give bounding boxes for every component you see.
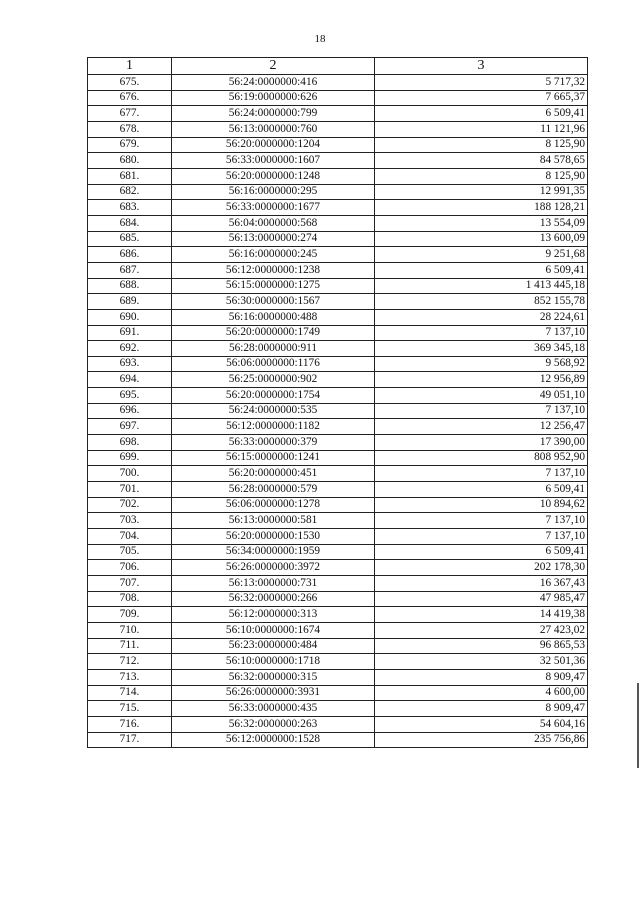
value-cell: 6 509,41: [375, 106, 588, 122]
value-cell: 7 665,37: [375, 90, 588, 106]
cadastral-number-cell: 56:28:0000000:579: [172, 482, 375, 498]
row-number-cell: 704.: [88, 529, 172, 545]
cadastral-number-cell: 56:24:0000000:535: [172, 403, 375, 419]
row-number-cell: 697.: [88, 419, 172, 435]
row-number-cell: 685.: [88, 231, 172, 247]
table-row: [88, 716, 588, 732]
table-row: [88, 309, 588, 325]
table-row: [88, 372, 588, 388]
table-row: [88, 75, 588, 91]
cadastral-number-cell: 56:04:0000000:568: [172, 215, 375, 231]
value-cell: 16 367,43: [375, 576, 588, 592]
row-number-cell: 676.: [88, 90, 172, 106]
row-number-cell: 700.: [88, 466, 172, 482]
value-cell: 12 991,35: [375, 184, 588, 200]
value-cell: 369 345,18: [375, 341, 588, 357]
row-number-cell: 714.: [88, 685, 172, 701]
value-cell: 9 251,68: [375, 247, 588, 263]
table-header-row: [88, 58, 588, 75]
cadastral-number-cell: 56:20:0000000:1204: [172, 137, 375, 153]
cadastral-number-cell: 56:15:0000000:1275: [172, 278, 375, 294]
cadastral-number-cell: 56:12:0000000:1182: [172, 419, 375, 435]
table-row: [88, 231, 588, 247]
cadastral-number-cell: 56:13:0000000:731: [172, 576, 375, 592]
row-number-cell: 708.: [88, 591, 172, 607]
table-row: [88, 482, 588, 498]
scan-edge-mark: [637, 683, 639, 768]
cadastral-number-cell: 56:16:0000000:488: [172, 309, 375, 325]
row-number-cell: 693.: [88, 356, 172, 372]
cadastral-number-cell: 56:10:0000000:1674: [172, 622, 375, 638]
row-number-cell: 710.: [88, 622, 172, 638]
row-number-cell: 680.: [88, 153, 172, 169]
cadastral-number-cell: 56:30:0000000:1567: [172, 294, 375, 310]
value-cell: 1 413 445,18: [375, 278, 588, 294]
table-row: [88, 419, 588, 435]
row-number-cell: 698.: [88, 435, 172, 451]
value-cell: 7 137,10: [375, 403, 588, 419]
value-cell: 32 501,36: [375, 654, 588, 670]
row-number-cell: 690.: [88, 309, 172, 325]
cadastral-number-cell: 56:20:0000000:1530: [172, 529, 375, 545]
value-cell: 808 952,90: [375, 450, 588, 466]
row-number-cell: 696.: [88, 403, 172, 419]
table-body: [88, 75, 588, 748]
cadastral-number-cell: 56:13:0000000:760: [172, 121, 375, 137]
cadastral-number-cell: 56:20:0000000:1749: [172, 325, 375, 341]
table-row: [88, 529, 588, 545]
value-cell: 47 985,47: [375, 591, 588, 607]
row-number-cell: 702.: [88, 497, 172, 513]
table-row: [88, 168, 588, 184]
row-number-cell: 689.: [88, 294, 172, 310]
cadastral-number-cell: 56:23:0000000:484: [172, 638, 375, 654]
row-number-cell: 695.: [88, 388, 172, 404]
row-number-cell: 686.: [88, 247, 172, 263]
value-cell: 8 125,90: [375, 168, 588, 184]
table-row: [88, 325, 588, 341]
table-row: [88, 513, 588, 529]
table-row: [88, 153, 588, 169]
table-row: [88, 435, 588, 451]
cadastral-number-cell: 56:24:0000000:799: [172, 106, 375, 122]
cadastral-number-cell: 56:32:0000000:266: [172, 591, 375, 607]
row-number-cell: 684.: [88, 215, 172, 231]
cadastral-number-cell: 56:12:0000000:313: [172, 607, 375, 623]
cadastral-number-cell: 56:20:0000000:451: [172, 466, 375, 482]
value-cell: 28 224,61: [375, 309, 588, 325]
cadastral-number-cell: 56:34:0000000:1959: [172, 544, 375, 560]
value-cell: 17 390,00: [375, 435, 588, 451]
cadastral-number-cell: 56:33:0000000:1607: [172, 153, 375, 169]
row-number-cell: 709.: [88, 607, 172, 623]
table-row: [88, 356, 588, 372]
value-cell: 54 604,16: [375, 716, 588, 732]
value-cell: 13 554,09: [375, 215, 588, 231]
value-cell: 84 578,65: [375, 153, 588, 169]
cadastral-number-cell: 56:25:0000000:902: [172, 372, 375, 388]
value-cell: 96 865,53: [375, 638, 588, 654]
value-cell: 27 423,02: [375, 622, 588, 638]
table-row: [88, 247, 588, 263]
row-number-cell: 703.: [88, 513, 172, 529]
row-number-cell: 678.: [88, 121, 172, 137]
cadastral-number-cell: 56:32:0000000:263: [172, 716, 375, 732]
table-row: [88, 294, 588, 310]
table-row: [88, 638, 588, 654]
value-cell: 11 121,96: [375, 121, 588, 137]
value-cell: 235 756,86: [375, 732, 588, 748]
cadastral-number-cell: 56:12:0000000:1528: [172, 732, 375, 748]
cadastral-number-cell: 56:12:0000000:1238: [172, 262, 375, 278]
table-row: [88, 121, 588, 137]
value-cell: 202 178,30: [375, 560, 588, 576]
table-row: [88, 184, 588, 200]
column-header-2: 2: [172, 58, 375, 75]
table-row: [88, 341, 588, 357]
value-cell: 9 568,92: [375, 356, 588, 372]
value-cell: 8 909,47: [375, 701, 588, 717]
value-cell: 14 419,38: [375, 607, 588, 623]
table-row: [88, 215, 588, 231]
cadastral-number-cell: 56:16:0000000:245: [172, 247, 375, 263]
cadastral-number-cell: 56:16:0000000:295: [172, 184, 375, 200]
value-cell: 7 137,10: [375, 529, 588, 545]
cadastral-number-cell: 56:24:0000000:416: [172, 75, 375, 91]
value-cell: 49 051,10: [375, 388, 588, 404]
row-number-cell: 707.: [88, 576, 172, 592]
cadastral-number-cell: 56:06:0000000:1176: [172, 356, 375, 372]
row-number-cell: 679.: [88, 137, 172, 153]
cadastral-number-cell: 56:26:0000000:3972: [172, 560, 375, 576]
table-row: [88, 685, 588, 701]
row-number-cell: 677.: [88, 106, 172, 122]
table-row: [88, 607, 588, 623]
table-row: [88, 106, 588, 122]
row-number-cell: 683.: [88, 200, 172, 216]
value-cell: 8 909,47: [375, 669, 588, 685]
cadastral-number-cell: 56:32:0000000:315: [172, 669, 375, 685]
table-row: [88, 90, 588, 106]
value-cell: 5 717,32: [375, 75, 588, 91]
table-row: [88, 560, 588, 576]
table-row: [88, 654, 588, 670]
row-number-cell: 691.: [88, 325, 172, 341]
cadastral-number-cell: 56:33:0000000:379: [172, 435, 375, 451]
table-row: [88, 450, 588, 466]
table-row: [88, 262, 588, 278]
cadastral-number-cell: 56:33:0000000:1677: [172, 200, 375, 216]
cadastral-number-cell: 56:13:0000000:581: [172, 513, 375, 529]
row-number-cell: 712.: [88, 654, 172, 670]
column-header-1: 1: [88, 58, 172, 75]
table-row: [88, 701, 588, 717]
value-cell: 7 137,10: [375, 513, 588, 529]
row-number-cell: 681.: [88, 168, 172, 184]
row-number-cell: 701.: [88, 482, 172, 498]
value-cell: 6 509,41: [375, 262, 588, 278]
value-cell: 7 137,10: [375, 466, 588, 482]
value-cell: 6 509,41: [375, 544, 588, 560]
parcel-value-table: [87, 57, 588, 748]
cadastral-number-cell: 56:28:0000000:911: [172, 341, 375, 357]
value-cell: 12 256,47: [375, 419, 588, 435]
row-number-cell: 682.: [88, 184, 172, 200]
table-row: [88, 544, 588, 560]
table-row: [88, 669, 588, 685]
table-row: [88, 200, 588, 216]
value-cell: 13 600,09: [375, 231, 588, 247]
row-number-cell: 694.: [88, 372, 172, 388]
row-number-cell: 692.: [88, 341, 172, 357]
table-row: [88, 388, 588, 404]
cadastral-number-cell: 56:06:0000000:1278: [172, 497, 375, 513]
cadastral-number-cell: 56:33:0000000:435: [172, 701, 375, 717]
table-row: [88, 137, 588, 153]
cadastral-number-cell: 56:13:0000000:274: [172, 231, 375, 247]
row-number-cell: 715.: [88, 701, 172, 717]
row-number-cell: 687.: [88, 262, 172, 278]
row-number-cell: 699.: [88, 450, 172, 466]
table-row: [88, 403, 588, 419]
value-cell: 7 137,10: [375, 325, 588, 341]
table-row: [88, 622, 588, 638]
row-number-cell: 688.: [88, 278, 172, 294]
cadastral-number-cell: 56:10:0000000:1718: [172, 654, 375, 670]
row-number-cell: 717.: [88, 732, 172, 748]
value-cell: 188 128,21: [375, 200, 588, 216]
row-number-cell: 711.: [88, 638, 172, 654]
row-number-cell: 716.: [88, 716, 172, 732]
value-cell: 6 509,41: [375, 482, 588, 498]
cadastral-number-cell: 56:20:0000000:1248: [172, 168, 375, 184]
page-number: 18: [314, 33, 326, 45]
value-cell: 12 956,89: [375, 372, 588, 388]
value-cell: 852 155,78: [375, 294, 588, 310]
value-cell: 10 894,62: [375, 497, 588, 513]
table-row: [88, 732, 588, 748]
column-header-3: 3: [375, 58, 588, 75]
row-number-cell: 706.: [88, 560, 172, 576]
table-row: [88, 591, 588, 607]
row-number-cell: 675.: [88, 75, 172, 91]
table-row: [88, 576, 588, 592]
value-cell: 8 125,90: [375, 137, 588, 153]
value-cell: 4 600,00: [375, 685, 588, 701]
table-row: [88, 497, 588, 513]
cadastral-number-cell: 56:15:0000000:1241: [172, 450, 375, 466]
row-number-cell: 713.: [88, 669, 172, 685]
cadastral-number-cell: 56:20:0000000:1754: [172, 388, 375, 404]
table-row: [88, 466, 588, 482]
cadastral-number-cell: 56:19:0000000:626: [172, 90, 375, 106]
cadastral-number-cell: 56:26:0000000:3931: [172, 685, 375, 701]
row-number-cell: 705.: [88, 544, 172, 560]
table-row: [88, 278, 588, 294]
